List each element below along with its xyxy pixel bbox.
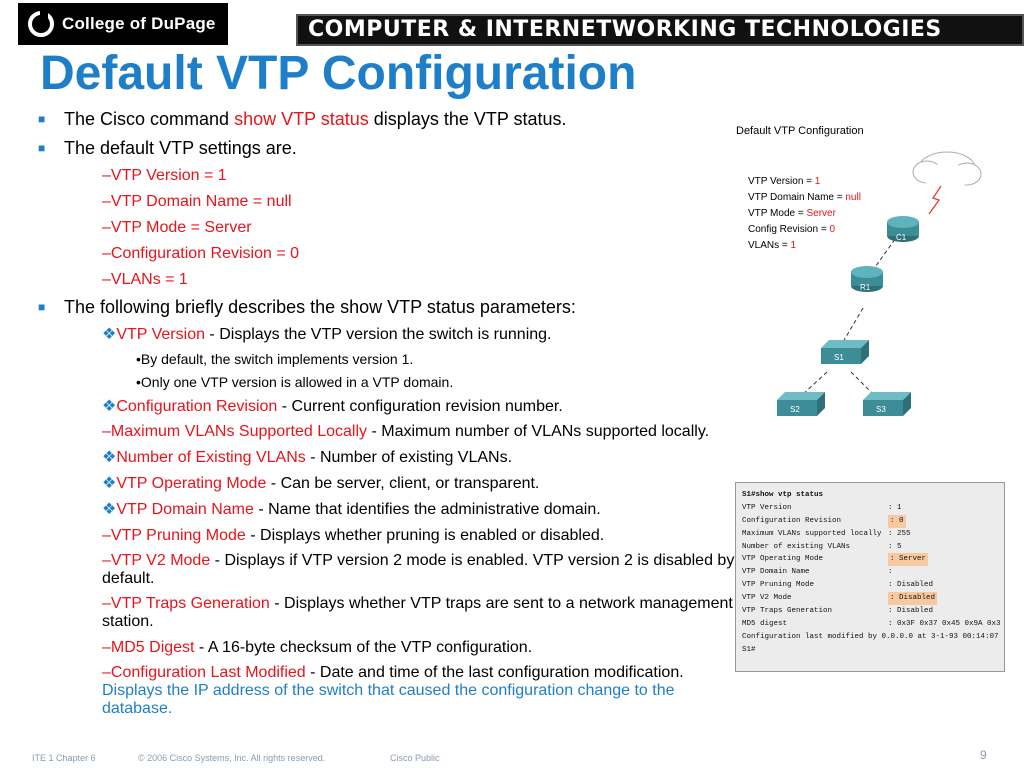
cli-value: : Disabled (888, 581, 934, 590)
info-line (748, 222, 861, 238)
dash-bullet: – (102, 527, 111, 544)
param-term: Configuration Revision (116, 398, 278, 415)
bullet-text: The following briefly describes the show VTP status parameters: (64, 297, 576, 317)
square-bullet-icon: ■ (38, 141, 46, 155)
router-c1-icon (887, 216, 919, 242)
param-desc: - Displays the VTP version the switch is running. (204, 326, 552, 343)
router-r1-icon (851, 266, 883, 292)
cli-value: : 255 (888, 529, 911, 538)
bullet-text: displays the VTP status. (368, 109, 567, 129)
param-item (36, 325, 736, 344)
cli-row (740, 515, 1000, 528)
node-label-s1: S1 (834, 353, 844, 362)
cli-row (740, 579, 1000, 592)
cli-row (740, 592, 1000, 605)
param-term: VTP Traps Generation (110, 595, 270, 612)
header-bar (0, 0, 1024, 48)
param-item (36, 526, 736, 545)
info-key: VTP Version = (748, 176, 815, 187)
default-setting: –VLANs = 1 (102, 271, 188, 288)
param-extra: Displays the IP address of the switch that caused the configuration change to the database. (102, 682, 675, 717)
cli-prompt-text: S1#show vtp status (742, 491, 824, 499)
param-term: Configuration Last Modified (110, 664, 306, 681)
param-term: VTP V2 Mode (110, 552, 211, 569)
param-desc: - Date and time of the last configuration modification. (305, 664, 684, 681)
serial-link-icon (929, 186, 941, 214)
switch-s2-icon (777, 392, 825, 416)
param-desc: - Number of existing VLANs. (305, 449, 513, 466)
param-term: VTP Operating Mode (116, 475, 267, 492)
slide-footer (32, 753, 992, 767)
cli-key: VTP Operating Mode (742, 555, 824, 564)
college-logo-text: College of DuPage (62, 14, 216, 33)
cli-row (740, 605, 1000, 618)
cli-value: : 0x3F 0x37 0x45 0x9A 0x3 (888, 619, 1001, 628)
cli-prompt-text: S1# (742, 645, 756, 654)
cli-key: Configuration last modified by 0.0.0.0 at 3-1-93 00:14:07 (742, 632, 999, 641)
node-label-s3: S3 (876, 405, 886, 414)
param-term: VTP Domain Name (116, 501, 254, 518)
dash-bullet: – (102, 552, 111, 569)
square-bullet-icon: ■ (38, 112, 46, 126)
param-subitem: •Only one VTP version is allowed in a VTP domain. (136, 374, 454, 390)
cli-output (740, 489, 1000, 657)
info-value: 0 (829, 224, 835, 235)
topology-diagram (733, 122, 1019, 420)
switch-s3-icon (863, 392, 911, 416)
footer-classification: Cisco Public (390, 753, 440, 763)
dash-bullet: – (102, 639, 111, 656)
param-item (36, 397, 736, 416)
switch-s1-icon (821, 340, 869, 364)
default-setting: –VTP Version = 1 (102, 167, 227, 184)
slide-title: Default VTP Configuration (40, 47, 637, 100)
cli-row (740, 553, 1000, 566)
node-label-s2: S2 (790, 405, 800, 414)
param-desc: - Current configuration revision number. (277, 398, 563, 415)
param-term: Number of Existing VLANs (116, 449, 306, 466)
cli-value: : (888, 568, 893, 577)
node-label-r1: R1 (860, 283, 871, 292)
cli-key: Configuration Revision (742, 516, 842, 525)
param-desc: - Displays if VTP version 2 mode is enabled. VTP version 2 is disabled by default. (102, 552, 735, 587)
cli-key: MD5 digest (742, 619, 788, 628)
bullet-text: The default VTP settings are. (64, 138, 297, 158)
cli-row (740, 541, 1000, 554)
department-banner: COMPUTER & INTERNETWORKING TECHNOLOGIES (296, 14, 1024, 46)
param-item (36, 423, 736, 441)
param-desc: - Name that identifies the administrative domain. (253, 501, 601, 518)
footer-course: ITE 1 Chapter 6 (32, 753, 96, 763)
link-r1-s1 (843, 308, 863, 342)
cli-row (740, 566, 1000, 579)
param-item (36, 448, 736, 467)
bullet-text: The Cisco command (64, 109, 235, 129)
cli-key: VTP Version (742, 503, 792, 512)
cli-key: VTP Pruning Mode (742, 581, 815, 590)
info-line (748, 238, 861, 254)
bullet-default-settings (36, 137, 736, 159)
cli-value: : 1 (888, 503, 902, 512)
info-line (748, 174, 861, 190)
dash-bullet: – (102, 595, 111, 612)
param-desc: - Displays whether pruning is enabled or disabled. (245, 527, 605, 544)
node-label-c1: C1 (896, 233, 907, 242)
cli-value: : 0 (888, 515, 906, 528)
cli-key: VTP Domain Name (742, 568, 810, 577)
cloud-icon (913, 152, 981, 188)
info-key: VTP Mode = (748, 208, 807, 219)
cli-key: VTP Traps Generation (742, 607, 833, 616)
diagram-caption: Default VTP Configuration (736, 125, 864, 137)
info-value: 1 (790, 240, 797, 251)
info-value: Server (806, 208, 836, 219)
default-setting: –VTP Domain Name = null (102, 193, 292, 210)
param-subitem: •By default, the switch implements version 1. (136, 351, 414, 367)
dash-bullet: – (102, 423, 111, 440)
param-desc: - A 16-byte checksum of the VTP configuration. (194, 639, 533, 656)
param-item (36, 664, 736, 718)
cli-key: VTP V2 Mode (742, 594, 792, 603)
param-item (36, 474, 736, 493)
cli-row (740, 528, 1000, 541)
param-term: MD5 Digest (110, 639, 195, 656)
dash-bullet: – (102, 664, 111, 681)
default-setting: –VTP Mode = Server (102, 219, 252, 236)
param-desc: - Displays whether VTP traps are sent to a network management station. (102, 595, 733, 630)
vtp-defaults-info (748, 174, 861, 254)
command-text: show VTP status (234, 109, 369, 129)
info-key: Config Revision = (748, 224, 830, 235)
param-item (36, 595, 736, 631)
info-value: 1 (814, 176, 821, 187)
default-setting: –Configuration Revision = 0 (102, 245, 300, 262)
cli-end-prompt (740, 644, 1000, 657)
cli-value: : 5 (888, 542, 902, 551)
bullet-show-vtp-status (36, 108, 736, 130)
param-item (36, 500, 736, 519)
college-logo (18, 3, 228, 45)
param-term: VTP Version (116, 326, 205, 343)
cli-row (740, 618, 1000, 631)
param-term: Maximum VLANs Supported Locally (110, 423, 368, 440)
college-logo-icon (28, 11, 54, 37)
diamond-bullet-icon: ❖ (102, 398, 117, 415)
info-value: null (845, 192, 861, 203)
bullet-parameters (36, 296, 736, 318)
diamond-bullet-icon: ❖ (102, 501, 117, 518)
square-bullet-icon: ■ (38, 300, 46, 314)
param-item (36, 638, 736, 657)
diamond-bullet-icon: ❖ (102, 475, 117, 492)
param-desc: - Maximum number of VLANs supported locally. (367, 423, 710, 440)
info-key: VTP Domain Name = (748, 192, 846, 203)
cli-key: Maximum VLANs supported locally (742, 529, 882, 538)
page-number: 9 (980, 748, 987, 762)
cli-command (740, 489, 1000, 502)
info-line (748, 206, 861, 222)
cli-value: : Disabled (888, 592, 937, 605)
cli-key: Number of existing VLANs (742, 542, 851, 551)
info-key: VLANs = (748, 240, 791, 251)
param-desc: - Can be server, client, or transparent. (266, 475, 540, 492)
cli-value: : Server (888, 553, 928, 566)
footer-copyright: © 2006 Cisco Systems, Inc. All rights reserved. (138, 753, 326, 763)
slide-body (36, 108, 736, 725)
info-line (748, 190, 861, 206)
cli-value: : Disabled (888, 607, 934, 616)
param-item (36, 552, 736, 588)
diamond-bullet-icon: ❖ (102, 449, 117, 466)
cli-row (740, 631, 1000, 644)
cli-row (740, 502, 1000, 515)
param-term: VTP Pruning Mode (110, 527, 246, 544)
diamond-bullet-icon: ❖ (102, 326, 117, 343)
cli-output-panel (735, 482, 1005, 672)
